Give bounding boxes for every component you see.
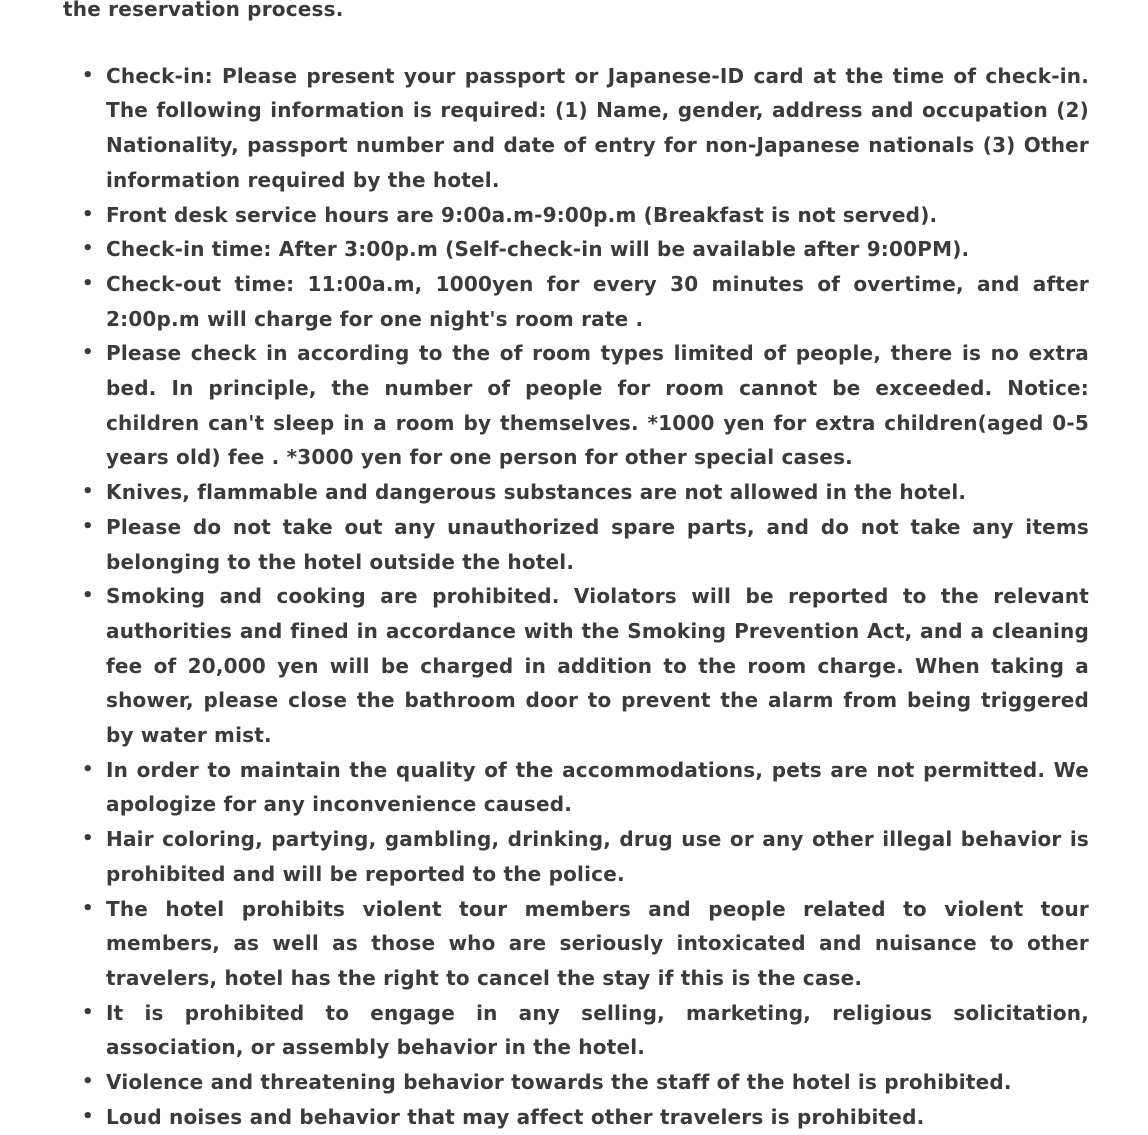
rule-item bbox=[0, 475, 1089, 510]
rule-text: Hair coloring, partying, gambling, drinking, drug use or any other illegal behavior is prohibited and will be reported to the police. bbox=[106, 827, 1089, 886]
rule-text: The hotel prohibits violent tour members and people related to violent tour members, as well as those who are seriously intoxicated and nuisance to other travelers, hotel has the right to cancel the stay if this is the case. bbox=[106, 896, 1089, 990]
rules-list bbox=[0, 59, 1148, 1135]
rule-text: Check-in time: After 3:00p.m (Self-check-in will be available after 9:00PM). bbox=[106, 237, 970, 262]
bullet-icon: • bbox=[82, 758, 94, 780]
rule-item bbox=[0, 59, 1089, 198]
rule-text: Violence and threatening behavior towards the staff of the hotel is prohibited. bbox=[106, 1070, 1012, 1095]
bullet-icon: • bbox=[82, 515, 94, 537]
bullet-icon: • bbox=[82, 342, 94, 364]
bullet-icon: • bbox=[82, 238, 94, 260]
bullet-icon: • bbox=[82, 203, 94, 225]
rule-item bbox=[0, 510, 1089, 579]
rule-text: Knives, flammable and dangerous substances are not allowed in the hotel. bbox=[106, 480, 967, 505]
rule-text: Check-in: Please present your passport or Japanese-ID card at the time of check-in. The following information is required: (1) Name, gender, address and occupation (2) Nationality, passport number and date of entry for non-Japanese nationals (3) Other information required by the hotel. bbox=[106, 63, 1089, 192]
rule-text: It is prohibited to engage in any selling, marketing, religious solicitation, association, or assembly behavior in the hotel. bbox=[106, 1000, 1089, 1060]
bullet-icon: • bbox=[82, 272, 94, 294]
rule-item bbox=[0, 1100, 1089, 1135]
rule-text: Loud noises and behavior that may affect other travelers is prohibited. bbox=[106, 1104, 925, 1129]
rule-item bbox=[0, 892, 1089, 996]
bullet-icon: • bbox=[82, 64, 94, 86]
rule-text: Front desk service hours are 9:00a.m-9:00p.m (Breakfast is not served). bbox=[106, 202, 938, 227]
bullet-icon: • bbox=[82, 897, 94, 919]
rule-text: Check-out time: 11:00a.m, 1000yen for every 30 minutes of overtime, and after 2:00p.m will charge for one night's room rate . bbox=[106, 271, 1089, 331]
bullet-icon: • bbox=[82, 1071, 94, 1093]
rule-item bbox=[0, 822, 1089, 891]
rule-item bbox=[0, 579, 1089, 753]
rule-text: Smoking and cooking are prohibited. Violators will be reported to the relevant authorities and fined in accordance with the Smoking Prevention Act, and a cleaning fee of 20,000 yen will be charged in addition to the room charge. When taking a shower, please close the bathroom door to prevent the alarm from being triggered by water mist. bbox=[106, 584, 1089, 748]
intro-text: the reservation process. bbox=[63, 0, 344, 21]
bullet-icon: • bbox=[82, 481, 94, 503]
rule-item bbox=[0, 232, 1089, 267]
rule-item bbox=[0, 336, 1089, 475]
rule-item bbox=[0, 198, 1089, 233]
rule-item bbox=[0, 267, 1089, 336]
rule-text: Please check in according to the of room types limited of people, there is no extra bed. In principle, the number of people for room cannot be exceeded. Notice: children can't sleep in a room by themselves. *1000 yen for extra children(aged 0-5 years old) fee . *3000 yen for one person for other special cases. bbox=[106, 341, 1089, 470]
bullet-icon: • bbox=[82, 1001, 94, 1023]
bullet-icon: • bbox=[82, 585, 94, 607]
rule-text: In order to maintain the quality of the accommodations, pets are not permitted. We apologize for any inconvenience caused. bbox=[106, 757, 1089, 817]
bullet-icon: • bbox=[82, 1105, 94, 1127]
rule-item bbox=[0, 753, 1089, 822]
rule-item bbox=[0, 1065, 1089, 1100]
rule-text: Please do not take out any unauthorized spare parts, and do not take any items belonging to the hotel outside the hotel. bbox=[106, 514, 1089, 574]
rule-item bbox=[0, 996, 1089, 1065]
bullet-icon: • bbox=[82, 828, 94, 850]
